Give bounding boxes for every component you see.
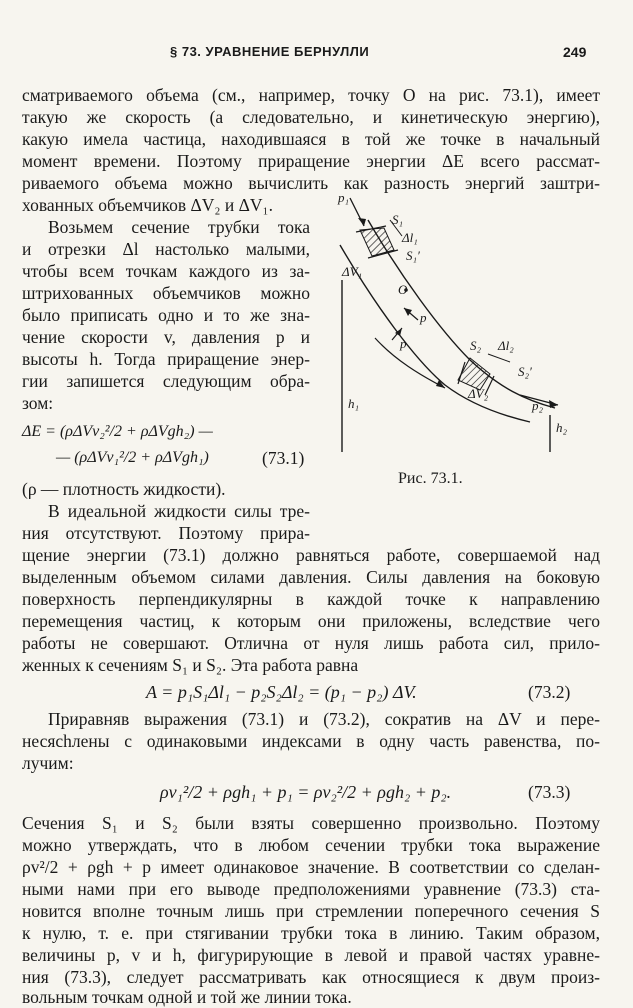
label-s2-prime: S₂′	[518, 364, 532, 379]
text-line: ния отсутствуют. Поэтому прира-	[22, 523, 310, 543]
text-line: женных к сечениям S₁ и S₂. Эта работа равна	[22, 655, 359, 675]
text-line: ния (73.3), следует рассматривать как относящиеся к двум произ-	[22, 967, 600, 987]
text-line: к нулю, т. е. при стягивании трубки тока в линию. Таким образом,	[22, 923, 600, 943]
text-line: ρv²/2 + ρgh + p имеет одинаковое значение. В соответствии со сделан-	[22, 857, 600, 877]
text-line: высоты h. Тогда приращение энер-	[22, 349, 310, 369]
text-line: гии запишется следующим обра-	[22, 371, 310, 391]
text-line: сматриваемого объема (см., например, точку O на рис. 73.1), имеет	[22, 85, 600, 105]
text-line: вольным точкам одной и той же линии тока.	[22, 987, 352, 1007]
text-line: Сечения S₁ и S₂ были взяты совершенно произвольно. Поэтому	[22, 813, 600, 833]
text-line: штрихованных объемчиков можно	[22, 283, 310, 303]
text-line: В идеальной жидкости силы тре-	[48, 501, 310, 521]
equation-73-3: ρv₁²/2 + ρgh₁ + p₁ = ρv₂²/2 + ρgh₂ + p₂.	[160, 782, 452, 802]
text-line: и отрезки Δl настолько малыми,	[22, 239, 310, 259]
text-line: Приравняв выражения (73.1) и (73.2), сократив на ΔV и пере-	[48, 709, 600, 729]
label-dv1: ΔV₁	[342, 264, 363, 279]
label-dv2: ΔV₂	[468, 386, 489, 401]
equation-73-1-line2: — (ρΔVv₁²/2 + ρΔVgh₁)	[56, 449, 209, 466]
equation-number: (73.3)	[528, 782, 571, 802]
label-s2: S₂	[470, 338, 482, 353]
text-line: новится вполне точным лишь при стремлении поперечного сечения S	[22, 901, 600, 921]
label-p-right: p	[420, 310, 427, 325]
text-line: зом:	[22, 393, 54, 413]
text-line: риваемого объема можно вычислить как разность энергий заштри-	[22, 173, 600, 193]
label-s1-prime: S₁′	[406, 248, 420, 263]
text-line: момент времени. Поэтому приращение энергии ΔE всего рассмат-	[22, 151, 600, 171]
label-dl1: Δl₁	[402, 230, 418, 245]
text-line: лучим:	[22, 753, 74, 773]
equation-73-2: A = p₁S₁Δl₁ − p₂S₂Δl₂ = (p₁ − p₂) ΔV.	[146, 682, 417, 702]
label-s1: S₁	[392, 212, 404, 227]
volume-dv1	[360, 228, 394, 256]
label-p1: p₁	[338, 190, 350, 205]
text-line: несяchлены с одинаковыми индексами в одну часть равенства, по-	[22, 731, 600, 751]
figure-caption: Рис. 73.1.	[398, 470, 463, 487]
text-line: чение скорости v, давления p и	[22, 327, 310, 347]
text-line: такую же скорость (а следовательно, и кинетическую энергию),	[22, 107, 600, 127]
label-h1: h₁	[348, 396, 360, 411]
text-line: щение энергии (73.1) должно равняться работе, совершаемой над	[22, 545, 600, 565]
running-header: § 73. УРАВНЕНИЕ БЕРНУЛЛИ	[170, 44, 370, 59]
label-p2: p₂	[532, 398, 544, 413]
equation-number: (73.2)	[528, 682, 571, 702]
text-line: чтобы всем точкам каждого из за-	[22, 261, 310, 281]
text-line: работы не совершают. Отлична от нуля лишь работа сил, прило-	[22, 633, 600, 653]
text-line: Возьмем сечение трубки тока	[48, 217, 310, 237]
text-line: величины p, v и h, фигурирующие в левой и правой частях уравне-	[22, 945, 600, 965]
tube-lower-wall	[340, 245, 530, 422]
text-line: какую имела частица, находившаяся в той же точке в начальный	[22, 129, 600, 149]
equation-73-1-line1: ΔE = (ρΔVv₂²/2 + ρΔVgh₂) —	[22, 423, 213, 440]
text-line: было приписать одно и то же зна-	[22, 305, 310, 325]
figure-73-1	[320, 190, 600, 465]
equation-number: (73.1)	[262, 448, 305, 468]
label-dl2: Δl₂	[498, 338, 514, 353]
text-line: ными нами при его выводе предположениями уравнение (73.3) ста-	[22, 879, 600, 899]
text-line: хованных объемчиков ΔV₂ и ΔV₁.	[22, 195, 273, 215]
text-line: выделенным объемом силами давления. Силы давления на боковую	[22, 567, 600, 587]
text-line: перемещения частиц, к которым они приложены, вследствие чего	[22, 611, 600, 631]
text-line: можно утверждать, что в любом сечении трубки тока выражение	[22, 835, 600, 855]
page-number: 249	[563, 44, 587, 60]
text-line: (ρ — плотность жидкости).	[22, 479, 226, 499]
label-o: O	[398, 282, 408, 297]
label-h2: h₂	[556, 420, 568, 435]
text-line: поверхность перпендикулярны в каждой точке к направлению	[22, 589, 600, 609]
label-p-left: p	[400, 336, 407, 351]
